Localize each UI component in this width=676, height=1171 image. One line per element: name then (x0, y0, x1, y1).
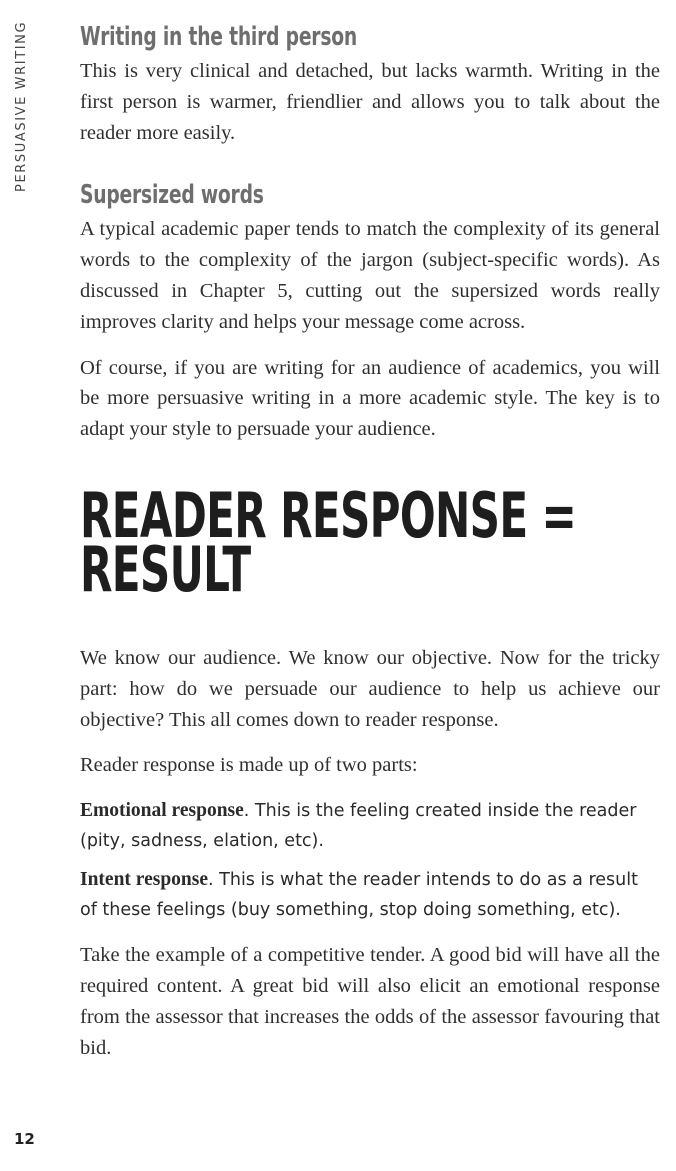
running-header: PERSUASIVE WRITING (14, 20, 29, 192)
chapter-heading (80, 478, 577, 606)
page-number: 12 (14, 1130, 35, 1148)
section-body-third-person: This is very clinical and detached, but lacks warmth. Writing in the first person is warmer, friendlier and allows you to talk about the reader more easily. (80, 60, 660, 144)
definition-intent-text: . This is what the reader intends to do as a result of these feelings (buy something, stop doing something, etc). (80, 870, 638, 921)
page-content (80, 18, 660, 1063)
chapter-heading-line2: RESULT (80, 532, 251, 606)
definition-emotional-text: . This is the feeling created inside the reader (pity, sadness, elation, etc). (80, 801, 637, 852)
chapter-heading-line1: READER RESPONSE = (80, 478, 577, 552)
supersized-paragraph-2: Of course, if you are writing for an audience of academics, you will be more persuasive writing in a more academic style. The key is to adapt your style to persuade your audience. (80, 356, 660, 441)
definition-intent-response (80, 865, 660, 925)
term-emotional-response: Emotional response (80, 800, 244, 822)
body-paragraph-1: We know our audience. We know our objective. Now for the tricky part: how do we persuade our audience to help us achieve our objective? This all comes down to reader response. (80, 646, 660, 731)
section-heading-supersized: Supersized words (80, 180, 264, 211)
term-intent-response: Intent response (80, 869, 209, 891)
body-paragraph-2: Reader response is made up of two parts: (80, 754, 418, 777)
supersized-paragraph-1: A typical academic paper tends to match the complexity of its general words to the complexity of the jargon (subject-specific words). As discussed in Chapter 5, cutting out the supersized words really improves clarity and helps your message come across. (80, 218, 660, 333)
body-paragraph-3: Take the example of a competitive tender. A good bid will have all the required content. A great bid will also elicit an emotional response from the assessor that increases the odds of the assessor favouring that bid. (80, 944, 660, 1059)
definition-emotional-response (80, 796, 660, 856)
section-heading-third-person: Writing in the third person (80, 22, 357, 52)
